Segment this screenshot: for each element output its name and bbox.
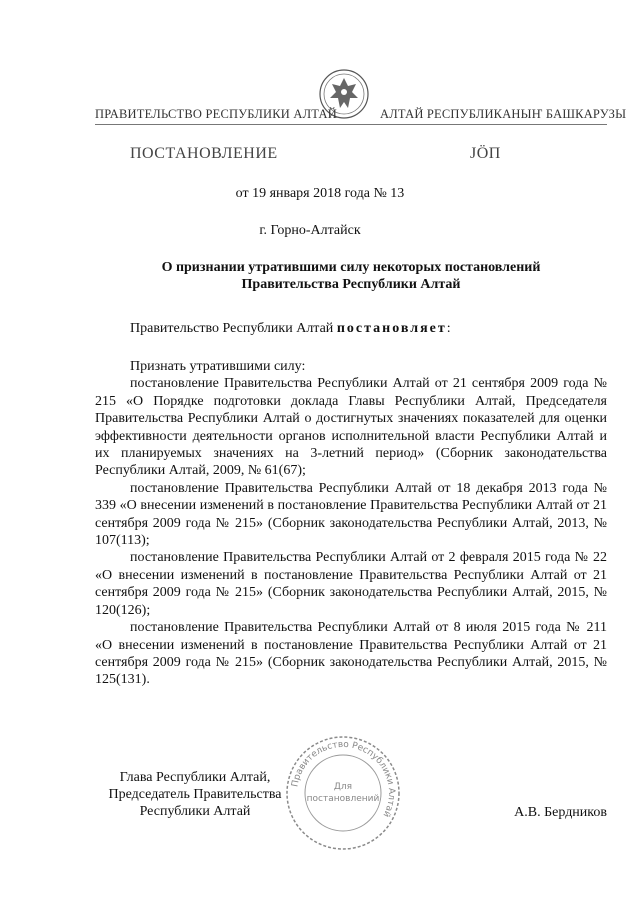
header-org-left: ПРАВИТЕЛЬСТВО РЕСПУБЛИКИ АЛТАЙ (95, 107, 337, 121)
preamble-verb: постановляет (336, 321, 447, 336)
stamp-center-line: постановлений (306, 794, 380, 804)
preamble-text: Правительство Республики Алтай (130, 321, 334, 336)
doc-type-russian: ПОСТАНОВЛЕНИЕ (130, 145, 278, 162)
position-line: Республики Алтай (139, 804, 251, 819)
position-line: Председатель Правительства (108, 787, 282, 802)
document-title (95, 259, 607, 293)
position-line: Глава Республики Алтай, (119, 770, 271, 785)
preamble-colon: : (446, 321, 451, 336)
document-body (95, 358, 607, 689)
preamble (130, 321, 451, 337)
official-stamp (283, 733, 403, 853)
title-line: Правительства Республики Алтай (241, 277, 461, 292)
body-intro: Признать утратившими силу: (130, 359, 306, 374)
signatory-position (95, 769, 295, 820)
header-divider (95, 124, 607, 125)
body-item: постановление Правительства Республики Алтай от 2 февраля 2015 года № 22 «О внесении изменений в постановление Правительства Республики Алтай от 21 сентября 2009 года № 215» (Сборник законодательства Республики Алтай, 2015, № 120(126); (95, 550, 607, 618)
title-line: О признании утратившими силу некоторых постановлений (161, 260, 541, 275)
signatory-name: А.В. Бердников (514, 805, 607, 820)
document-city: г. Горно-Алтайск (259, 223, 361, 238)
body-item: постановление Правительства Республики Алтай от 21 сентября 2009 года № 215 «О Порядке подготовки доклада Главы Республики Алтай, Председателя Правительства Республики Алтай о достигнутых значениях показателей для оценки эффективности деятельности органов исполнительной власти Республики Алтай и их планируемых значениях на 3-летний период» (Сборник законодательства Республики Алтай, 2009, № 61(67); (95, 376, 607, 479)
body-item: постановление Правительства Республики Алтай от 18 декабря 2013 года № 339 «О внесении изменений в постановление Правительства Республики Алтай от 21 сентября 2009 года № 215» (Сборник законодательства Республики Алтай, 2013, № 107(113); (95, 480, 607, 549)
header-org-right: АЛТАЙ РЕСПУБЛИКАНЫҤ БАШКАРУЗЫ (380, 107, 627, 121)
stamp-ring-text: Правительство Республики Алтай (290, 739, 397, 819)
doc-type-altai: ЈӦП (470, 145, 501, 162)
document-date: от 19 января 2018 года № 13 (235, 186, 405, 201)
body-item: постановление Правительства Республики Алтай от 8 июля 2015 года № 211 «О внесении изменений в постановление Правительства Республики Алтай от 21 сентября 2009 года № 215» (Сборник законодательства Республики Алтай, 2015, № 125(131). (95, 620, 607, 688)
stamp-center-line: Для (333, 782, 353, 792)
